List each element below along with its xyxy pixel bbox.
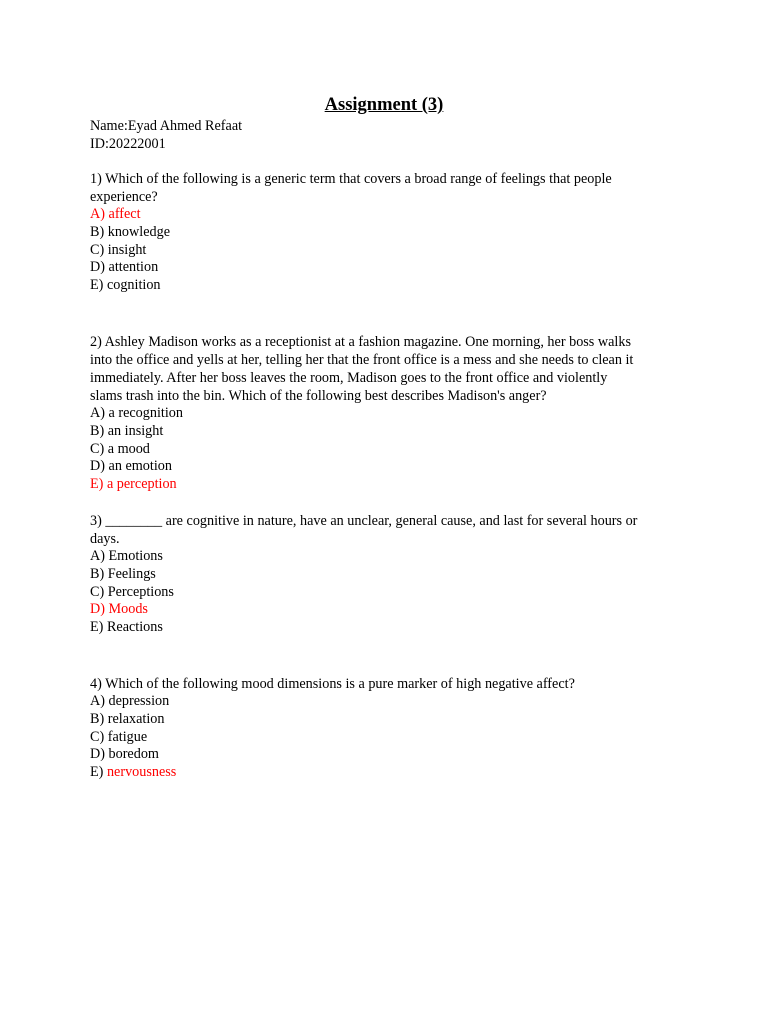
answer-option: A) Emotions: [90, 548, 163, 564]
question-text-line: into the office and yells at her, telling her that the front office is a mess and she needs to clean it: [90, 352, 634, 368]
question-2: [90, 333, 690, 494]
answer-option: E) Reactions: [90, 619, 163, 636]
question-text-line: 4) Which of the following mood dimensions is a pure marker of high negative affect?: [90, 676, 575, 692]
answer-option: E) cognition: [90, 277, 161, 294]
question-text-line: 1) Which of the following is a generic term that covers a broad range of feelings that people: [90, 171, 612, 187]
question-text-line: 2) Ashley Madison works as a receptionist at a fashion magazine. One morning, her boss walks: [90, 334, 631, 350]
answer-option: A) depression: [90, 693, 170, 709]
answer-option: B) Feelings: [90, 565, 156, 582]
student-id: ID:20222001: [90, 136, 166, 152]
answer-option: C) fatigue: [90, 728, 148, 745]
answer-option: D) an emotion: [90, 458, 172, 475]
answer-option: C) insight: [90, 241, 147, 258]
question-text-line: immediately. After her boss leaves the room, Madison goes to the front office and violently: [90, 370, 608, 386]
answer-option: C) a mood: [90, 440, 150, 457]
answer-option-correct: A) affect: [90, 206, 141, 222]
page-title: Assignment (3): [324, 95, 444, 115]
answer-option: B) knowledge: [90, 223, 170, 240]
question-text-line: days.: [90, 531, 120, 547]
question-3: [90, 512, 690, 637]
student-name: Name:Eyad Ahmed Refaat: [90, 118, 243, 134]
answer-option: D) attention: [90, 259, 159, 276]
answer-option: B) relaxation: [90, 710, 165, 727]
answer-option: C) Perceptions: [90, 583, 174, 600]
question-1: [90, 170, 690, 295]
question-text-line: slams trash into the bin. Which of the following best describes Madison's anger?: [90, 388, 547, 404]
question-text-line: 3) ________ are cognitive in nature, have an unclear, general cause, and last for several hours or: [90, 513, 638, 529]
answer-option: A) a recognition: [90, 405, 183, 421]
answer-option: D) boredom: [90, 746, 159, 763]
answer-option-correct: D) Moods: [90, 601, 148, 618]
question-text-line: experience?: [90, 189, 158, 205]
question-4: [90, 675, 690, 782]
answer-option-highlighted-text: nervousness: [106, 764, 177, 781]
answer-option-prefix: E): [90, 764, 107, 781]
answer-option: B) an insight: [90, 422, 164, 439]
answer-option-correct: [90, 764, 690, 782]
answer-option-correct: E) a perception: [90, 476, 177, 493]
